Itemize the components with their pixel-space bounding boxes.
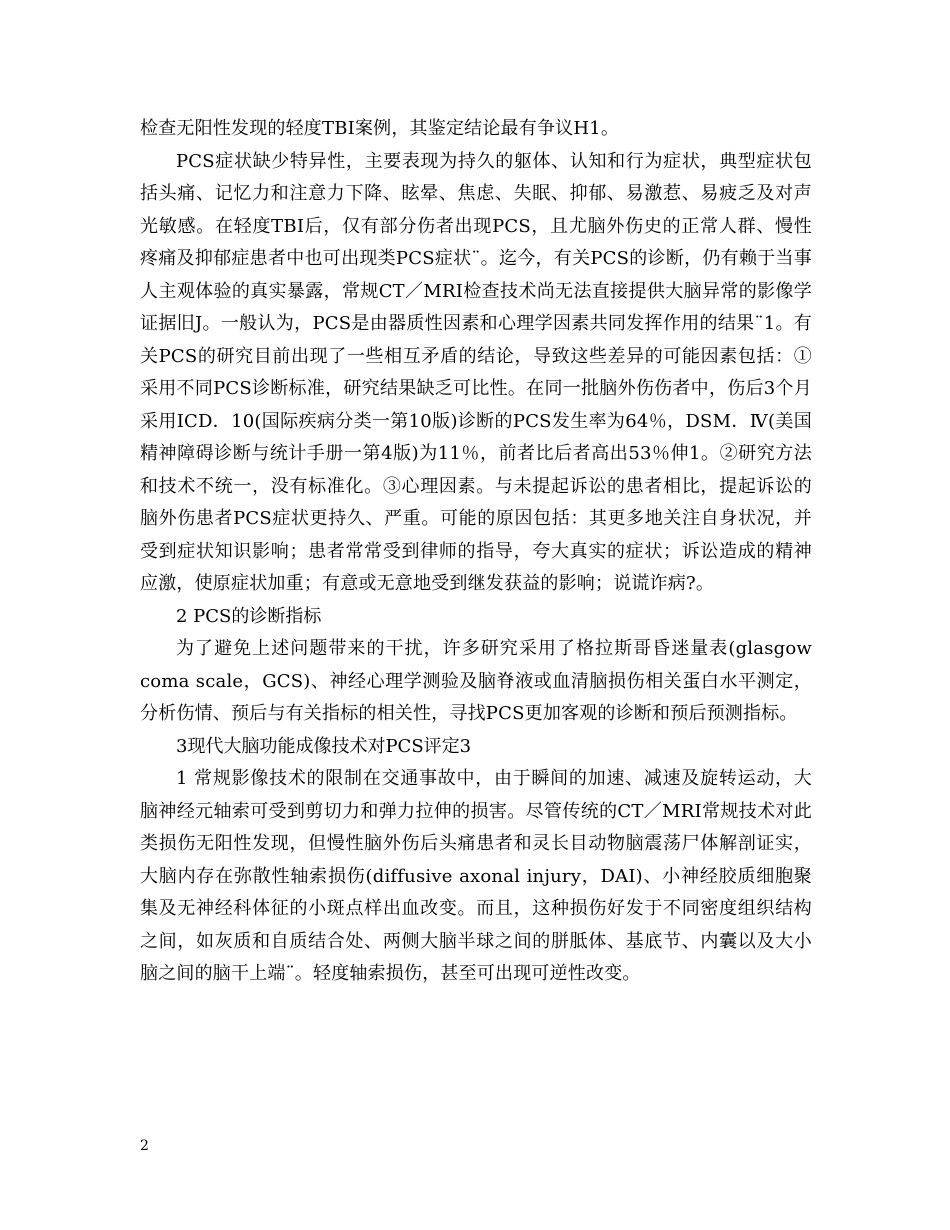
section-heading-diagnostic-indicators: 2 PCS的诊断指标 xyxy=(176,605,322,627)
paragraph-diagnostic-indicators: 为了避免上述问题带来的干扰，许多研究采用了格拉斯哥昏迷量表(glasgow coma scale，GCS)、神经心理学测验及脑脊液或血清脑损伤相关蛋白水平测定，分析伤情、预后与有关指标的相关性，寻找PCS更加客观的诊断和预后预测指标。 xyxy=(140,638,812,724)
paragraph-imaging-limitations: 1 常规影像技术的限制在交通事故中，由于瞬间的加速、减速及旋转运动，大脑神经元轴索可受到剪切力和弹力拉伸的损害。尽管传统的CT／MRI常规技术对此类损伤无阳性发现，但慢性脑外伤后头痛患者和灵长目动物脑震荡尸体解剖证实，大脑内存在弥散性轴索损伤(diffusive axonal injury，DAI)、小神经胶质细胞聚集及无神经科体征的小斑点样出血改变。而且，这种损伤好发于不同密度组织结构之间，如灰质和自质结合处、两侧大脑半球之间的胼胝体、基底节、内囊以及大小脑之间的脑干上端¨。轻度轴索损伤，甚至可出现可逆性改变。 xyxy=(140,768,812,984)
paragraph-pcs-symptoms: PCS症状缺少特异性，主要表现为持久的躯体、认知和行为症状，典型症状包括头痛、记忆力和注意力下降、眩晕、焦虑、失眠、抑郁、易激惹、易疲乏及对声光敏感。在轻度TBI后，仅有部分伤者出现PCS，且尤脑外伤史的正常人群、慢性疼痛及抑郁症患者中也可出现类PCS症状¨。迄今，有关PCS的诊断，仍有赖于当事人主观体验的真实暴露，常规CT／MRI检查技术尚无法直接提供大脑异常的影像学证据旧J。一般认为，PCS是由器质性因素和心理学因素共同发挥作用的结果¨1。有关PCS的研究目前出现了一些相互矛盾的结论，导致这些差异的可能因素包括：①采用不同PCS诊断标准，研究结果缺乏可比性。在同一批脑外伤伤者中，伤后3个月采用ICD．10(国际疾病分类一第10版)诊断的PCS发生率为64％，DSM．Ⅳ(美国精神障碍诊断与统计手册一第4版)为11％，前者比后者高出53％伸1。②研究方法和技术不统一，没有标准化。③心理因素。与未提起诉讼的患者相比，提起诉讼的脑外伤患者PCS症状更持久、严重。可能的原因包括：其更多地关注自身状况，并受到症状知识影响；患者常常受到律师的指导，夸大真实的症状；诉讼造成的精神应激，使原症状加重；有意或无意地受到继发获益的影响；说谎诈病?。 xyxy=(140,150,812,594)
paragraph-continuation: 检查无阳性发现的轻度TBI案例，其鉴定结论最有争议H1。 xyxy=(140,118,620,139)
page-number: 2 xyxy=(140,1138,149,1154)
section-heading-imaging-techniques: 3现代大脑功能成像技术对PCS评定3 xyxy=(176,735,472,757)
document-body xyxy=(140,113,812,991)
